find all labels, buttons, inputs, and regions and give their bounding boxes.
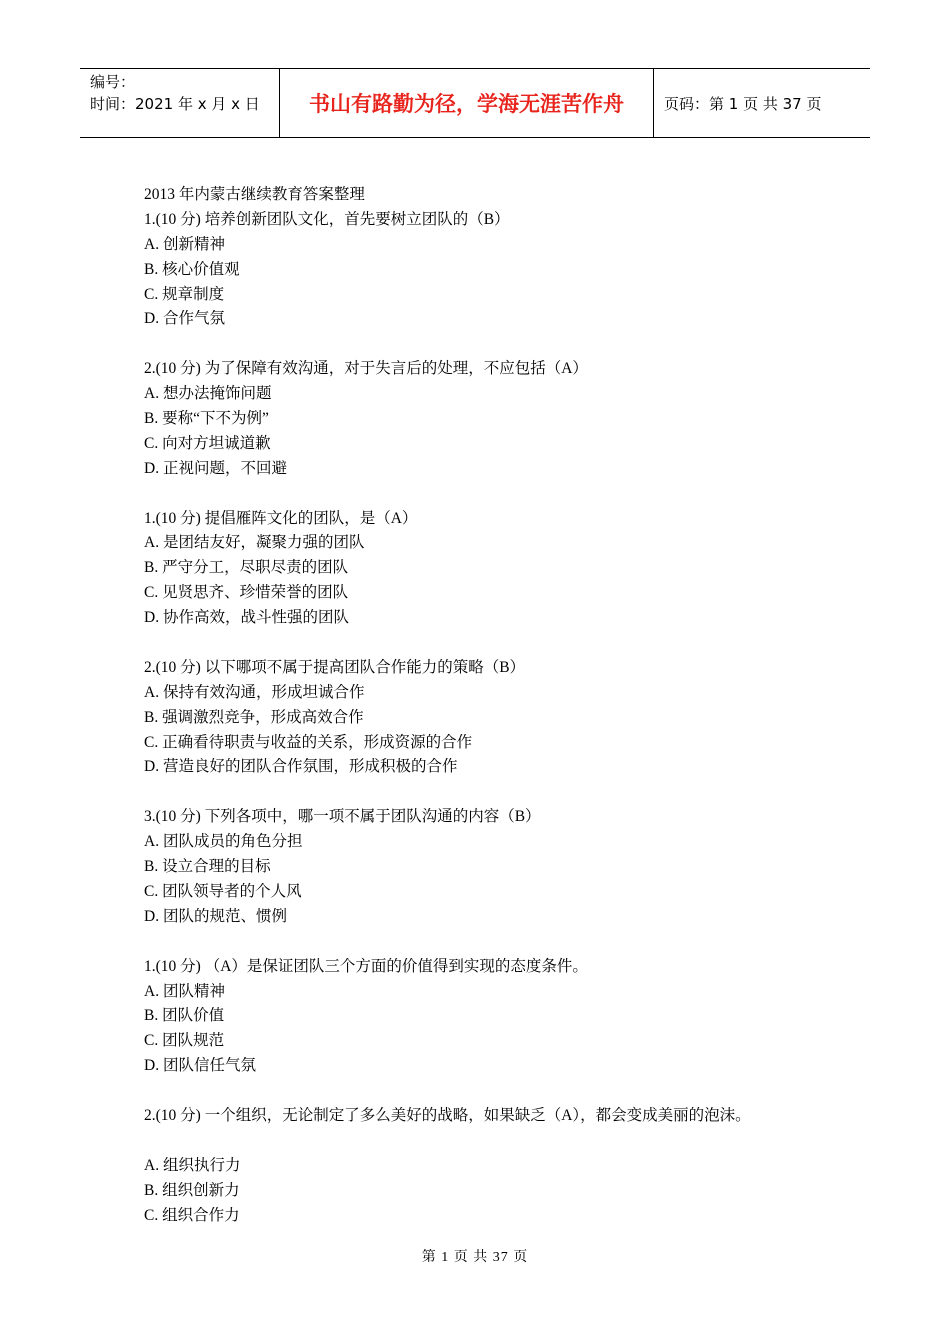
answer-option: D. 正视问题，不回避 [144,459,287,477]
spacer [144,332,844,357]
question-block [144,507,844,656]
header-meta [80,69,280,137]
spacer [144,930,844,955]
question-stem: 3.(10 分) 下列各项中，哪一项不属于团队沟通的内容（B） [144,808,541,826]
answer-option: C. 见贤思齐、珍惜荣誉的团队 [144,584,349,602]
question-block [144,357,844,506]
answer-option: D. 团队的规范、惯例 [144,907,287,925]
question-stem: 2.(10 分) 一个组织，无论制定了多么美好的战略，如果缺乏（A），都会变成美丽的泡沫。 [144,1106,751,1124]
spacer [144,1129,844,1154]
answer-option: C. 规章制度 [144,285,225,303]
answer-option: A. 团队成员的角色分担 [144,833,303,851]
answer-option: A. 是团结友好，凝聚力强的团队 [144,534,365,552]
question-stem: 1.(10 分) 提倡雁阵文化的团队，是（A） [144,509,418,527]
answer-option: C. 团队规范 [144,1032,225,1050]
question-block [144,656,844,805]
answer-option: A. 创新精神 [144,235,225,253]
question-stem: 1.(10 分) （A）是保证团队三个方面的价值得到实现的态度条件。 [144,957,588,975]
answer-option: C. 向对方坦诚道歉 [144,434,271,452]
page-header [80,68,870,138]
answer-option: D. 团队信任气氛 [144,1057,256,1075]
document-number-label: 编号： [90,73,136,91]
answer-option: A. 保持有效沟通，形成坦诚合作 [144,683,365,701]
answer-option: D. 协作高效，战斗性强的团队 [144,609,349,627]
question-block [144,208,844,357]
spacer [144,482,844,507]
header-page-info: 页码：第 1 页 共 37 页 [664,94,822,113]
question-block [144,1104,844,1228]
header-motto: 书山有路勤为径，学海无涯苦作舟 [280,69,654,137]
answer-option: B. 设立合理的目标 [144,858,271,876]
question-block [144,955,844,1104]
question-stem: 2.(10 分) 为了保障有效沟通，对于失言后的处理，不应包括（A） [144,360,588,378]
answer-option: B. 强调激烈竞争，形成高效合作 [144,708,364,726]
spacer [144,1079,844,1104]
answer-option: A. 组织执行力 [144,1156,241,1174]
answer-option: A. 想办法掩饰问题 [144,385,272,403]
answer-option: C. 正确看待职责与收益的关系，形成资源的合作 [144,733,473,751]
question-block [144,805,844,954]
answer-option: C. 团队领导者的个人风 [144,882,302,900]
question-stem: 2.(10 分) 以下哪项不属于提高团队合作能力的策略（B） [144,658,526,676]
answer-option: B. 团队价值 [144,1007,225,1025]
answer-option: C. 组织合作力 [144,1206,240,1224]
document-body [144,183,844,1228]
document-title: 2013 年内蒙古继续教育答案整理 [144,186,365,203]
answer-option: B. 要称“下不为例” [144,410,269,428]
answer-option: A. 团队精神 [144,982,225,1000]
page-footer: 第 1 页 共 37 页 [421,1250,529,1265]
spacer [144,780,844,805]
spacer [144,631,844,656]
answer-option: B. 核心价值观 [144,260,240,278]
document-date: 时间：2021 年 x 月 x 日 [90,95,260,113]
answer-option: B. 组织创新力 [144,1181,240,1199]
answer-option: D. 营造良好的团队合作氛围，形成积极的合作 [144,758,458,776]
answer-option: B. 严守分工，尽职尽责的团队 [144,559,349,577]
answer-option: D. 合作气氛 [144,310,225,328]
question-stem: 1.(10 分) 培养创新团队文化，首先要树立团队的（B） [144,210,510,228]
